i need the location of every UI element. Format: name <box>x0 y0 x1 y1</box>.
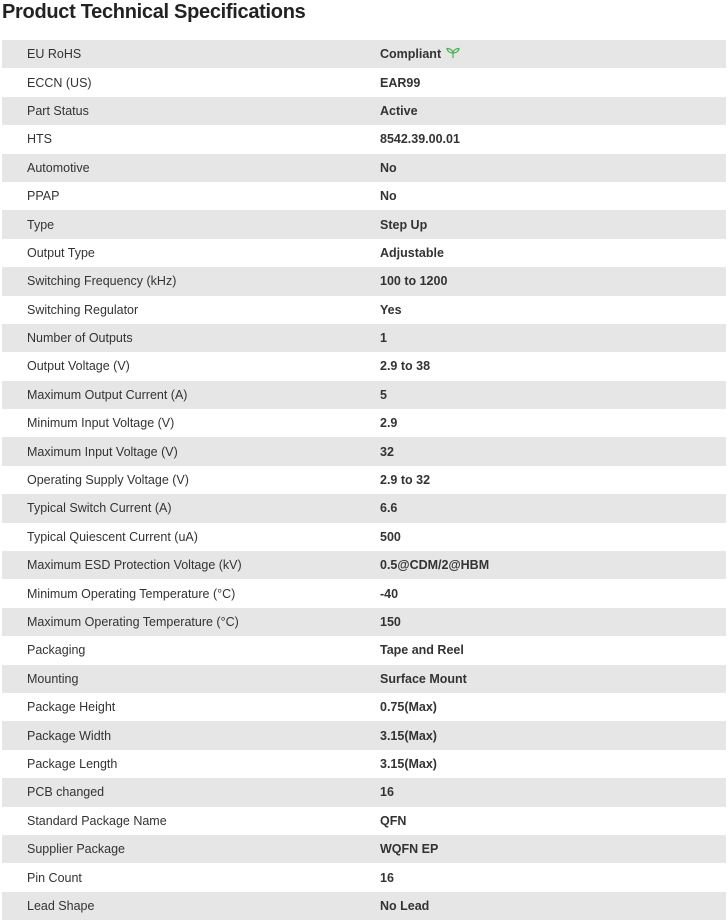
spec-label: Minimum Operating Temperature (°C) <box>27 586 236 601</box>
spec-value-cell <box>380 381 726 409</box>
table-row <box>2 807 726 835</box>
spec-value-cell <box>380 608 726 636</box>
spec-value-cell <box>380 523 726 551</box>
spec-value-cell <box>380 466 726 494</box>
table-row <box>2 125 726 153</box>
spec-value: 2.9 to 38 <box>380 359 431 374</box>
spec-table <box>2 40 726 920</box>
spec-label: Number of Outputs <box>27 331 133 346</box>
table-row <box>2 210 726 238</box>
spec-value-cell <box>380 267 726 295</box>
table-row <box>2 97 726 125</box>
spec-value-cell <box>380 154 726 182</box>
spec-value-cell <box>380 636 726 664</box>
spec-value: 16 <box>380 870 394 885</box>
table-row <box>2 296 726 324</box>
spec-label: Part Status <box>27 103 89 118</box>
spec-label: Package Height <box>27 700 116 715</box>
spec-label: Type <box>27 217 55 232</box>
spec-label: Pin Count <box>27 870 82 885</box>
spec-label: Typical Switch Current (A) <box>27 501 172 516</box>
spec-value-cell <box>380 863 726 891</box>
table-row <box>2 636 726 664</box>
spec-label: Lead Shape <box>27 898 95 913</box>
table-row <box>2 324 726 352</box>
spec-label: Maximum Input Voltage (V) <box>27 444 178 459</box>
spec-value: Yes <box>380 302 402 317</box>
table-row <box>2 721 726 749</box>
spec-label: Maximum Operating Temperature (°C) <box>27 615 239 629</box>
table-row <box>2 608 726 636</box>
spec-value: WQFN EP <box>380 842 439 857</box>
spec-value: 3.15(Max) <box>380 756 437 771</box>
spec-value: 6.6 <box>380 501 398 516</box>
spec-value: 5 <box>380 387 387 402</box>
spec-value: No Lead <box>380 898 430 913</box>
spec-value: Step Up <box>380 217 428 232</box>
spec-value-cell <box>380 182 726 210</box>
table-row <box>2 154 726 182</box>
spec-value-cell <box>380 665 726 693</box>
table-row <box>2 182 726 210</box>
spec-value: No <box>380 160 397 175</box>
table-row <box>2 494 726 522</box>
table-row <box>2 437 726 465</box>
spec-value-cell <box>380 210 726 238</box>
spec-label: PPAP <box>27 189 60 204</box>
spec-label: Standard Package Name <box>27 813 167 828</box>
spec-value: Compliant <box>380 47 442 62</box>
spec-value-cell <box>380 807 726 835</box>
spec-label: Package Length <box>27 756 118 771</box>
spec-value: 32 <box>380 444 394 459</box>
table-row <box>2 267 726 295</box>
spec-label: PCB changed <box>27 785 105 800</box>
spec-value: Tape and Reel <box>380 643 464 658</box>
spec-label: HTS <box>27 132 52 147</box>
table-row <box>2 551 726 579</box>
spec-label: Automotive <box>27 160 90 175</box>
spec-value: Surface Mount <box>380 671 467 686</box>
spec-value-cell <box>380 750 726 778</box>
spec-label: Operating Supply Voltage (V) <box>27 473 189 488</box>
spec-label: Maximum Output Current (A) <box>27 387 188 402</box>
spec-value-cell <box>380 494 726 522</box>
spec-label: Package Width <box>27 728 112 743</box>
table-row <box>2 750 726 778</box>
leaf-icon <box>446 41 460 53</box>
spec-value-cell <box>380 778 726 806</box>
spec-label: Packaging <box>27 643 86 658</box>
spec-value-cell <box>380 68 726 96</box>
spec-label: Switching Frequency (kHz) <box>27 274 177 289</box>
table-row <box>2 409 726 437</box>
spec-label: Mounting <box>27 671 79 686</box>
table-row <box>2 579 726 607</box>
spec-value-cell <box>380 239 726 267</box>
spec-label: Supplier Package <box>27 842 125 857</box>
spec-value-cell <box>380 296 726 324</box>
spec-value: 8542.39.00.01 <box>380 132 460 147</box>
spec-value: 2.9 <box>380 416 398 431</box>
spec-label: Typical Quiescent Current (uA) <box>27 529 198 544</box>
spec-value-cell <box>380 352 726 380</box>
spec-value: QFN <box>380 813 407 828</box>
spec-label: ECCN (US) <box>27 75 92 90</box>
spec-value: 1 <box>380 331 387 346</box>
spec-value-cell <box>380 324 726 352</box>
spec-value: 3.15(Max) <box>380 728 437 743</box>
spec-value-cell <box>380 551 726 579</box>
spec-value: 16 <box>380 785 394 800</box>
table-row <box>2 892 726 920</box>
spec-value: Adjustable <box>380 245 444 260</box>
spec-table-body <box>2 40 726 920</box>
spec-value-cell <box>380 409 726 437</box>
table-row <box>2 863 726 891</box>
spec-value: 150 <box>380 615 401 629</box>
spec-value: 100 to 1200 <box>380 274 448 289</box>
spec-value: 0.75(Max) <box>380 700 437 715</box>
table-row <box>2 239 726 267</box>
spec-value-cell <box>380 97 726 125</box>
spec-value-cell <box>380 579 726 607</box>
spec-value: EAR99 <box>380 75 421 90</box>
spec-value: No <box>380 189 397 204</box>
spec-label: Output Type <box>27 245 95 260</box>
spec-value: Active <box>380 103 418 118</box>
spec-label: EU RoHS <box>27 47 82 62</box>
spec-value: 0.5@CDM/2@HBM <box>380 558 490 573</box>
table-row <box>2 40 726 68</box>
spec-value-cell <box>380 835 726 863</box>
table-row <box>2 68 726 96</box>
table-row <box>2 835 726 863</box>
spec-label: Maximum ESD Protection Voltage (kV) <box>27 558 242 573</box>
spec-value: 500 <box>380 529 401 544</box>
spec-value: 2.9 to 32 <box>380 473 431 488</box>
table-row <box>2 466 726 494</box>
table-row <box>2 381 726 409</box>
table-row <box>2 693 726 721</box>
spec-label: Output Voltage (V) <box>27 359 130 374</box>
table-row <box>2 778 726 806</box>
spec-value-cell <box>380 721 726 749</box>
table-row <box>2 523 726 551</box>
spec-label: Switching Regulator <box>27 302 139 317</box>
spec-value-cell <box>380 693 726 721</box>
spec-value-cell <box>380 125 726 153</box>
spec-value-cell <box>380 437 726 465</box>
spec-value-cell <box>380 892 726 920</box>
table-row <box>2 352 726 380</box>
spec-label: Minimum Input Voltage (V) <box>27 416 175 431</box>
spec-value-cell <box>380 40 726 68</box>
table-row <box>2 665 726 693</box>
page-title: Product Technical Specifications <box>2 1 306 23</box>
spec-value: -40 <box>380 586 399 601</box>
